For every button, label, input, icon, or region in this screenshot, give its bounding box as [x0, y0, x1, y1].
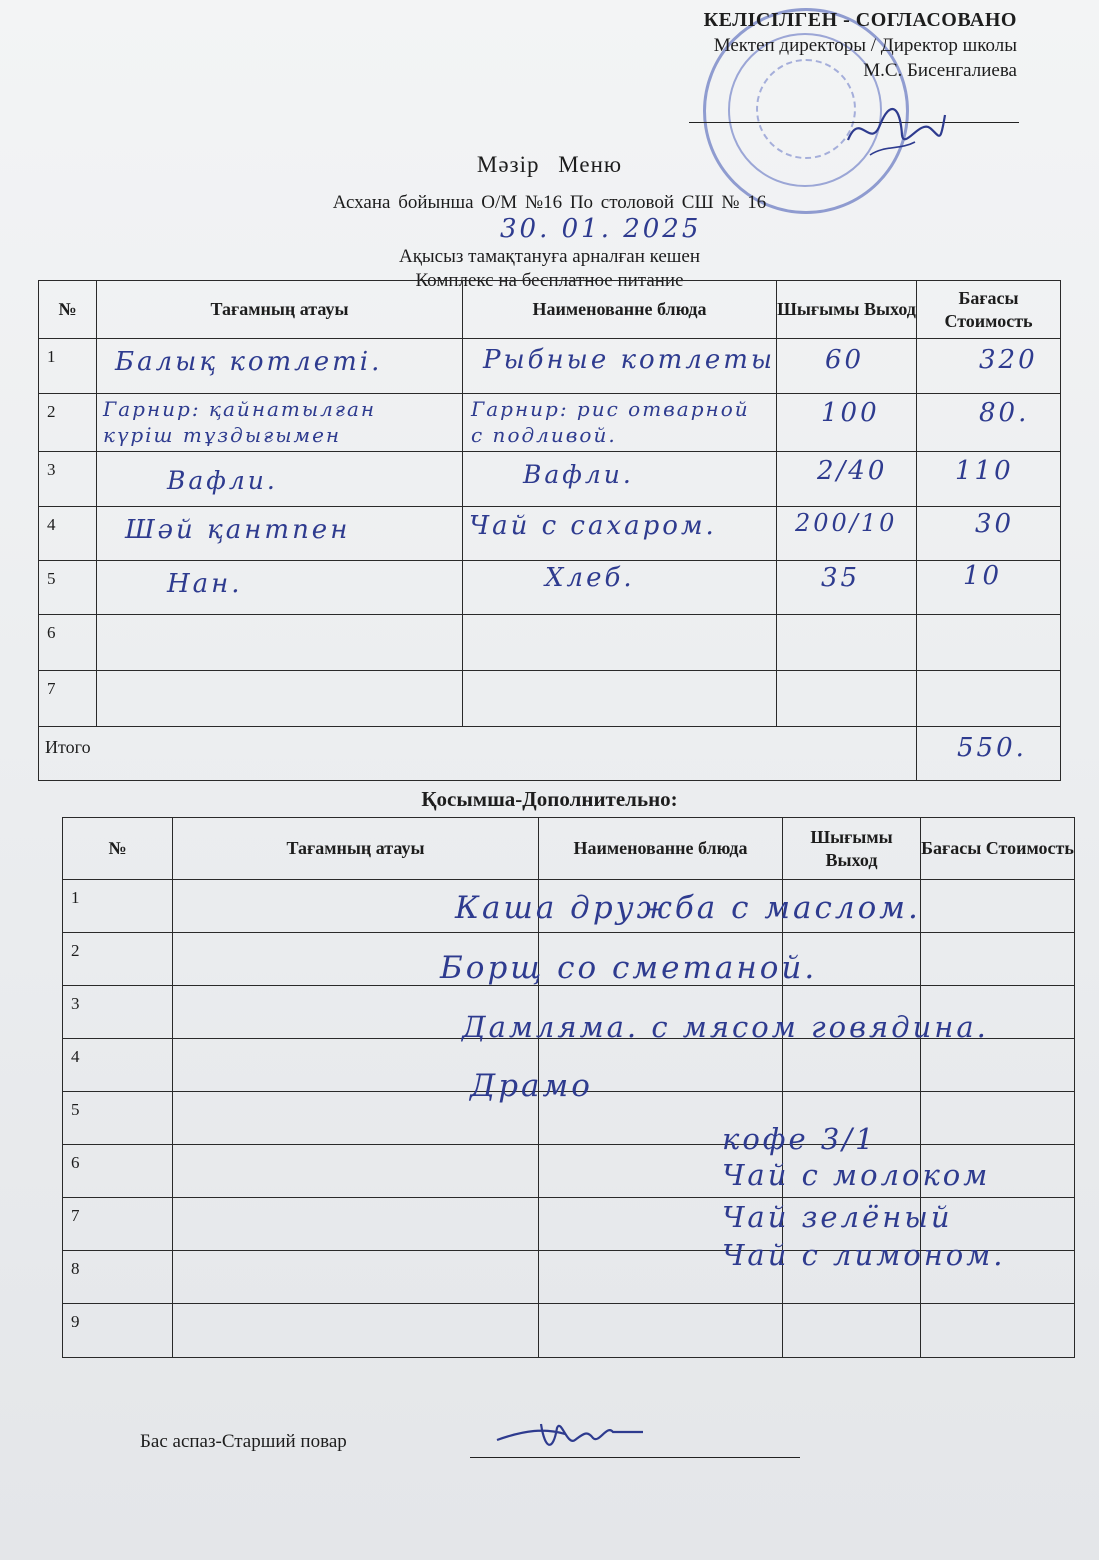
dish-output: 100 [777, 394, 917, 452]
extra-item-handwritten: Борщ со сметаной. [440, 950, 818, 986]
approval-name: М.С. Бисенгалиева [863, 60, 1017, 81]
table-row [39, 394, 1061, 452]
extra-item-handwritten: кофе 3/1 [722, 1122, 877, 1156]
total-label: Итого [39, 727, 917, 781]
menu-subtitle: Асхана бойынша О/М №16 По столовой СШ № 16 [332, 192, 767, 213]
column-header-output: Шығымы Выход [783, 818, 921, 880]
approval-position: Мектеп директоры / Директор школы [713, 35, 1017, 56]
dish-output: 2/40 [777, 452, 917, 507]
row-number: 7 [39, 671, 97, 727]
row-number: 1 [63, 880, 173, 933]
menu-date: 30. 01. 2025 [500, 214, 702, 244]
dish-output [777, 615, 917, 671]
chef-label: Бас аспаз-Старший повар [140, 1431, 347, 1452]
row-number: 5 [39, 561, 97, 615]
extra-item-handwritten: Дамляма. с мясом говядина. [462, 1010, 989, 1044]
row-number: 7 [63, 1198, 173, 1251]
dish-price: 10 [917, 561, 1061, 615]
table-row [39, 452, 1061, 507]
total-value: 550. [917, 727, 1061, 781]
row-number: 3 [63, 986, 173, 1039]
dish-name-ru: Рыбные котлеты [463, 339, 777, 394]
dish-name-kz: Балық котлеті. [97, 339, 463, 394]
row-number: 1 [39, 339, 97, 394]
extra-item-handwritten: Чай с лимоном. [722, 1238, 1006, 1272]
dish-price: 320 [917, 339, 1061, 394]
extra-item-handwritten: Чай зелёный [722, 1200, 953, 1234]
dish-name-ru [463, 615, 777, 671]
row-number: 2 [63, 933, 173, 986]
dish-price [917, 615, 1061, 671]
column-header-name-ru: Наименованне блюда [463, 281, 777, 339]
column-header-name-kz: Тағамның атауы [173, 818, 539, 880]
extra-item-handwritten: Драмо [470, 1068, 593, 1104]
table-header-row [39, 281, 1061, 339]
table-row [39, 671, 1061, 727]
complex-title-ru: Комплекс на бесплатное питание [415, 270, 684, 291]
dish-output: 200/10 [777, 507, 917, 561]
dish-name-ru [463, 671, 777, 727]
dish-name-kz: Нан. [97, 561, 463, 615]
table-row [63, 1304, 1075, 1358]
row-number: 8 [63, 1251, 173, 1304]
table-row [39, 339, 1061, 394]
total-row [39, 727, 1061, 781]
row-number: 9 [63, 1304, 173, 1358]
dish-name-kz: Гарнир: қайнатылған күріш тұздығымен [97, 394, 463, 452]
column-header-price: Бағасы Стоимость [921, 818, 1075, 880]
row-number: 4 [63, 1039, 173, 1092]
row-number: 6 [39, 615, 97, 671]
chef-signature [495, 1410, 645, 1460]
column-header-name-kz: Тағамның атауы [97, 281, 463, 339]
director-signature [840, 100, 950, 160]
extra-heading: Қосымша-Дополнительно: [421, 787, 678, 811]
dish-output: 35 [777, 561, 917, 615]
approval-block [704, 8, 1017, 83]
column-header-output: Шығымы Выход [777, 281, 917, 339]
menu-title: Мәзір Меню [476, 152, 623, 177]
extra-item-handwritten: Каша дружба с маслом. [455, 890, 921, 926]
dish-price [917, 671, 1061, 727]
dish-name-ru: Чай с сахаром. [463, 507, 777, 561]
dish-output [777, 671, 917, 727]
table-row [39, 561, 1061, 615]
free-meal-table [38, 280, 1061, 781]
row-number: 2 [39, 394, 97, 452]
extra-item-handwritten: Чай с молоком [722, 1158, 991, 1192]
row-number: 5 [63, 1092, 173, 1145]
column-header-name-ru: Наименованне блюда [539, 818, 783, 880]
row-number: 4 [39, 507, 97, 561]
table-header-row [63, 818, 1075, 880]
dish-name-kz: Вафли. [97, 452, 463, 507]
column-header-number: № [39, 281, 97, 339]
dish-name-kz [97, 615, 463, 671]
table-row [39, 615, 1061, 671]
dish-name-kz: Шәй қантпен [97, 507, 463, 561]
dish-name-ru: Хлеб. [463, 561, 777, 615]
dish-output: 60 [777, 339, 917, 394]
table-row [39, 507, 1061, 561]
approval-title: КЕЛІСІЛГЕН - СОГЛАСОВАНО [703, 9, 1017, 31]
dish-price: 110 [917, 452, 1061, 507]
complex-title-kz: Ақысыз тамақтануға арналған кешен [398, 246, 701, 267]
row-number: 6 [63, 1145, 173, 1198]
row-number: 3 [39, 452, 97, 507]
dish-price: 80. [917, 394, 1061, 452]
column-header-price: Бағасы Стоимость [917, 281, 1061, 339]
dish-name-kz [97, 671, 463, 727]
column-header-number: № [63, 818, 173, 880]
dish-name-ru: Гарнир: рис отварной с подливой. [463, 394, 777, 452]
dish-price: 30 [917, 507, 1061, 561]
dish-name-ru: Вафли. [463, 452, 777, 507]
